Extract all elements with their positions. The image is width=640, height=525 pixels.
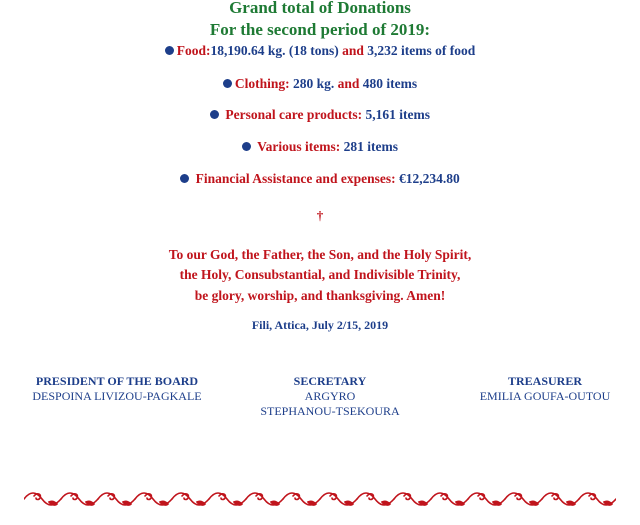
various-value: 281 items [343, 139, 398, 154]
signature-treasurer [460, 374, 630, 404]
food-weight: 18,190.64 kg. (18 tons) [210, 43, 339, 58]
prayer-line-1: To our God, the Father, the Son, and the Holy Spirit, [168, 247, 472, 262]
cross-icon: † [316, 208, 324, 223]
financial-line [0, 170, 640, 188]
secretary-name-line-1: ARGYRO [304, 389, 356, 403]
signature-president [10, 374, 224, 404]
financial-value: €12,234.80 [398, 171, 460, 186]
bullet-icon [210, 110, 219, 119]
place-date: Fili, Attica, July 2/15, 2019 [251, 318, 389, 332]
prayer-line-2: the Holy, Consubstantial, and Indivisible Trinity, [179, 267, 461, 282]
president-name: DESPOINA LIVIZOU-PAGKALE [32, 389, 202, 403]
secretary-name-line-2: STEPHANOU-TSEKOURA [260, 404, 400, 418]
personal-care-line [0, 106, 640, 124]
clothing-items: 480 items [362, 76, 418, 91]
food-and: and [342, 43, 364, 58]
food-items: 3,232 items of food [367, 43, 476, 58]
bullet-icon [223, 79, 232, 88]
bullet-icon [242, 142, 251, 151]
food-label: Food: [176, 43, 211, 58]
period-subtitle: For the second period of 2019: [209, 20, 431, 39]
president-role: PRESIDENT OF THE BOARD [35, 374, 199, 388]
bullet-icon [165, 46, 174, 55]
signature-secretary [250, 374, 410, 419]
clothing-label: Clothing: [234, 76, 290, 91]
ornament-border [24, 490, 616, 508]
food-line [0, 42, 640, 60]
various-label: Various items: [257, 139, 341, 154]
bullet-icon [180, 174, 189, 183]
secretary-role: SECRETARY [293, 374, 367, 388]
prayer-line-3: be glory, worship, and thanksgiving. Amen! [194, 288, 446, 303]
personal-care-label: Personal care products: [225, 107, 363, 122]
clothing-weight: 280 kg. [292, 76, 335, 91]
financial-label: Financial Assistance and expenses: [195, 171, 396, 186]
various-line [0, 138, 640, 156]
donations-title: Grand total of Donations [229, 0, 411, 17]
treasurer-name: EMILIA GOUFA-OUTOU [479, 389, 611, 403]
treasurer-role: TREASURER [507, 374, 582, 388]
clothing-line [0, 75, 640, 93]
clothing-and: and [337, 76, 360, 91]
personal-care-value: 5,161 items [365, 107, 430, 122]
